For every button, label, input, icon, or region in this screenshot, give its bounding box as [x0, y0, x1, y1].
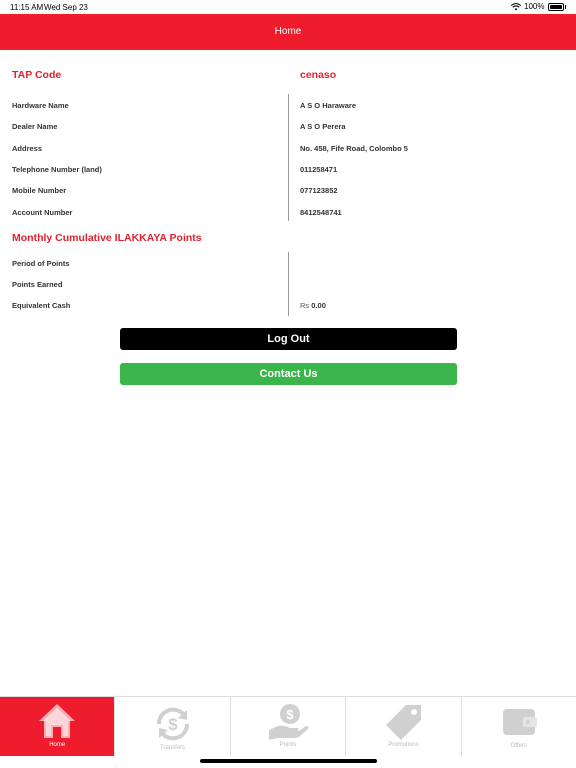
- details-divider: [288, 94, 289, 221]
- account-number-value: 8412548741: [300, 208, 342, 217]
- tab-points[interactable]: [231, 697, 346, 756]
- home-indicator: [200, 759, 377, 763]
- address-value: No. 458, Fife Road, Colombo 5: [300, 144, 408, 153]
- page-title: Home: [274, 26, 302, 37]
- status-right: [511, 2, 566, 11]
- tab-home-label: Home: [49, 742, 66, 748]
- wifi-icon: [511, 3, 521, 11]
- hardware-name-value: A S O Haraware: [300, 101, 356, 110]
- address-label: Address: [12, 144, 43, 153]
- points-section-title: Monthly Cumulative ILAKKAYA Points: [12, 232, 202, 244]
- equivalent-cash-label: Equivalent Cash: [12, 301, 71, 310]
- tab-offers[interactable]: [462, 697, 576, 756]
- battery-tip: [565, 5, 567, 9]
- currency-prefix: Rs: [300, 301, 310, 310]
- home-icon: [37, 702, 77, 740]
- status-time: 11:15 AM: [10, 3, 44, 12]
- telephone-value: 011258471: [300, 165, 338, 174]
- equivalent-cash-value-wrap: [300, 301, 326, 310]
- logout-button[interactable]: Log Out: [120, 328, 457, 350]
- dealer-name-label: Dealer Name: [12, 122, 58, 131]
- points-divider: [288, 252, 289, 316]
- hardware-name-label: Hardware Name: [12, 101, 69, 110]
- period-of-points-label: Period of Points: [12, 259, 70, 268]
- tap-code-value: cenaso: [300, 69, 337, 81]
- mobile-label: Mobile Number: [12, 186, 67, 195]
- svg-text:$: $: [167, 715, 178, 734]
- mobile-value: 077123852: [300, 186, 338, 195]
- battery-percent: 100%: [524, 2, 545, 11]
- tap-code-label: TAP Code: [12, 69, 62, 81]
- contact-us-button[interactable]: Contact Us: [120, 363, 457, 385]
- tag-icon: [381, 702, 425, 742]
- dealer-name-value: A S O Perera: [300, 122, 346, 131]
- tab-points-label: Points: [279, 742, 297, 748]
- equivalent-cash-value: 0.00: [311, 301, 326, 310]
- nav-bar: [0, 14, 576, 50]
- telephone-label: Telephone Number (land): [12, 165, 102, 174]
- tab-offers-label: Offers: [510, 743, 527, 749]
- points-earned-label: Points Earned: [12, 280, 63, 289]
- tab-transfers-label: Transfers: [160, 745, 186, 751]
- svg-text:$: $: [286, 707, 294, 722]
- tab-promotions[interactable]: [346, 697, 461, 756]
- tab-home[interactable]: [0, 697, 115, 756]
- tab-promotions-label: Promotions: [388, 742, 419, 748]
- status-date: Wed Sep 23: [44, 3, 88, 12]
- account-number-label: Account Number: [12, 208, 73, 217]
- status-bar: [0, 0, 576, 14]
- tab-transfers[interactable]: [115, 697, 230, 756]
- wallet-icon: [497, 702, 541, 742]
- battery-icon: [548, 3, 564, 11]
- transfer-dollar-icon: [151, 702, 195, 746]
- hand-coin-icon: [266, 702, 310, 742]
- tab-bar: [0, 696, 576, 756]
